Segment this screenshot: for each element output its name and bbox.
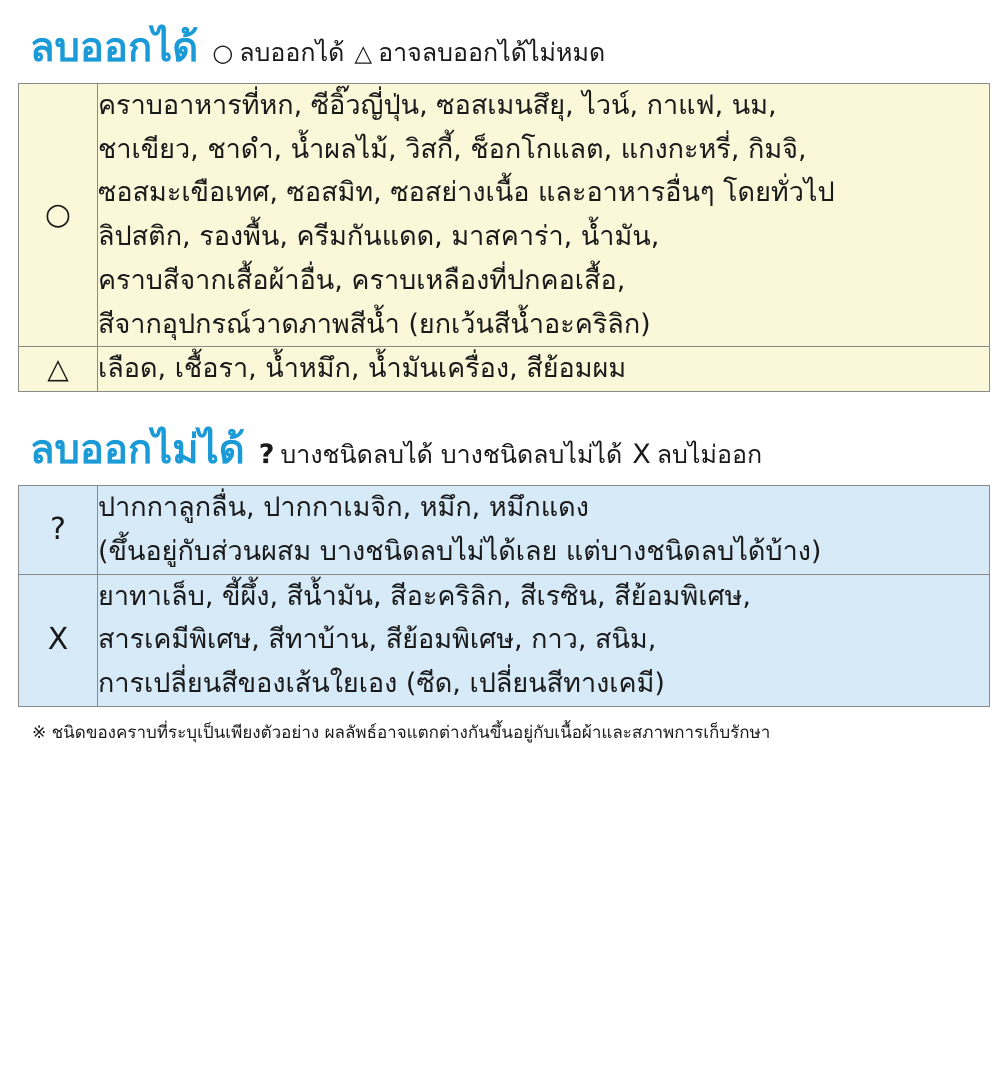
row-content-triangle xyxy=(98,347,990,392)
section-spacer xyxy=(18,392,990,426)
legend-label-x: ลบไม่ออก xyxy=(656,440,763,470)
question-icon: ? xyxy=(258,439,275,471)
section-title-not-removable: ลบออกไม่ได้ xyxy=(30,427,245,474)
text-line: คราบสีจากเสื้อผ้าอื่น, คราบเหลืองที่ปกคอเสื้อ, xyxy=(98,264,626,296)
table-row xyxy=(19,574,990,706)
legend-item-triangle xyxy=(354,33,605,73)
section-header-not-removable xyxy=(18,426,990,485)
text-line: (ขึ้นอยู่กับส่วนผสม บางชนิดลบไม่ได้เลย แต่บางชนิดลบได้บ้าง) xyxy=(98,535,822,567)
legend-label-circle: ลบออกได้ xyxy=(239,38,345,67)
legend-item-x xyxy=(632,435,762,475)
row-symbol-question xyxy=(19,486,98,574)
circle-icon: ○ xyxy=(44,197,72,233)
x-icon: X xyxy=(47,622,69,658)
row-symbol-triangle xyxy=(19,347,98,392)
legend-item-circle xyxy=(212,33,344,73)
table-removable xyxy=(18,83,990,392)
row-symbol-x xyxy=(19,574,98,706)
section-header-removable xyxy=(18,24,990,83)
section-title-removable: ลบออกได้ xyxy=(30,25,199,71)
x-icon: X xyxy=(632,439,651,471)
text-line: คราบอาหารที่หก, ซีอิ๊วญี่ปุ่น, ซอสเมนสึยุ, ไวน์, กาแฟ, นม, xyxy=(98,90,777,121)
row-content-question xyxy=(98,486,990,574)
table-row xyxy=(19,347,990,392)
question-icon: ? xyxy=(50,511,66,547)
text-line: เลือด, เชื้อรา, น้ำหมึก, น้ำมันเครื่อง, สีย้อมผม xyxy=(98,353,627,385)
text-line: ชาเขียว, ชาดำ, น้ำผลไม้, วิสกี้, ช็อกโกแลต, แกงกะหรี่, กิมจิ, xyxy=(98,133,807,165)
circle-icon: ○ xyxy=(212,39,234,67)
text-line: ลิปสติก, รองพื้น, ครีมกันแดด, มาสคาร่า, น้ำมัน, xyxy=(98,221,660,253)
legend-item-question xyxy=(259,435,622,475)
row-content-circle xyxy=(98,84,990,347)
triangle-icon: △ xyxy=(47,352,69,386)
text-line: สารเคมีพิเศษ, สีทาบ้าน, สีย้อมพิเศษ, กาว, สนิม, xyxy=(98,624,657,656)
legend-label-triangle: อาจลบออกได้ไม่หมด xyxy=(378,38,606,67)
triangle-icon: △ xyxy=(354,41,373,67)
text-line: ปากกาลูกลื่น, ปากกาเมจิก, หมึก, หมึกแดง xyxy=(98,492,589,524)
text-line: สีจากอุปกรณ์วาดภาพสีน้ำ (ยกเว้นสีน้ำอะคริลิก) xyxy=(98,308,651,340)
footnote: ※ ชนิดของคราบที่ระบุเป็นเพียงตัวอย่าง ผลลัพธ์อาจแตกต่างกันขึ้นอยู่กับเนื้อผ้าและสภาพการเก็บรักษา xyxy=(32,722,771,743)
legend-removable xyxy=(212,33,605,73)
row-symbol-circle xyxy=(19,84,98,347)
text-line: ซอสมะเขือเทศ, ซอสมิท, ซอสย่างเนื้อ และอาหารอื่นๆ โดยทั่วไป xyxy=(98,177,835,209)
text-line: การเปลี่ยนสีของเส้นใยเอง (ซีด, เปลี่ยนสีทางเคมี) xyxy=(98,668,665,700)
table-not-removable xyxy=(18,485,990,707)
table-row xyxy=(19,486,990,574)
table-row xyxy=(19,84,990,347)
text-line: ยาทาเล็บ, ขี้ผึ้ง, สีน้ำมัน, สีอะคริลิก, สีเรซิน, สีย้อมพิเศษ, xyxy=(98,580,751,612)
legend-not-removable xyxy=(259,435,762,475)
row-content-x xyxy=(98,574,990,706)
legend-label-question: บางชนิดลบได้ บางชนิดลบไม่ได้ xyxy=(280,440,623,470)
